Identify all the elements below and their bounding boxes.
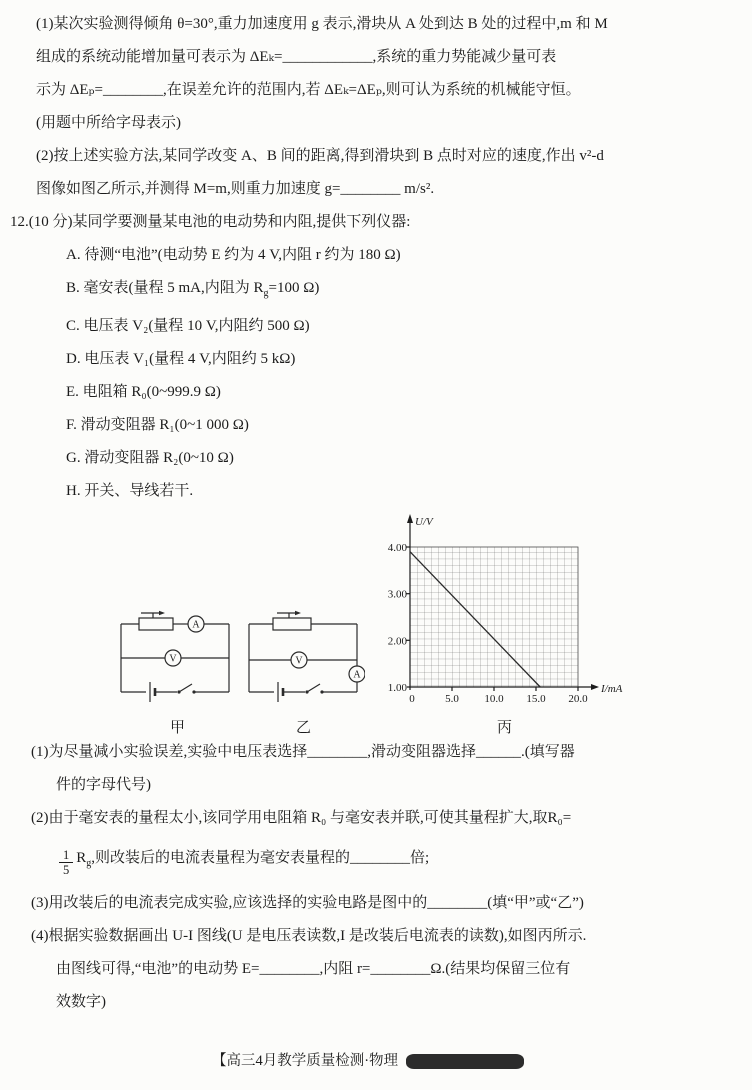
subscript-g: g (263, 288, 269, 299)
sub-question-line: (2)由于毫安表的量程太小,该同学用电阻箱 R₀ 与毫安表并联,可使其量程扩大,取R₀= (31, 810, 572, 826)
switch-contact (320, 690, 323, 693)
x-axis-arrow (591, 684, 599, 690)
question-line: (1)某次实验测得倾角 θ=30°,重力加速度用 g 表示,滑块从 A 处到达 B 处的过程中,m 和 M (36, 16, 608, 32)
equipment-item-g: G. 滑动变阻器 R₂(0~10 Ω) (66, 450, 234, 466)
y-axis-arrow (407, 514, 413, 523)
y-tick-label: 4.00 (387, 542, 407, 554)
fraction-one-fifth: $\frac{1}{5}$ (59, 849, 73, 877)
switch-pivot (305, 690, 308, 693)
equipment-item-f: F. 滑动变阻器 R₁(0~1 000 Ω) (66, 417, 249, 433)
figure-row (10, 508, 726, 736)
circuit-diagram-yi (243, 608, 365, 710)
figure-label-bing: 丙 (497, 720, 513, 736)
rheostat-symbol (139, 618, 173, 630)
equipment-item-c: C. 电压表 V₂(量程 10 V,内阻约 500 Ω) (66, 318, 310, 334)
y-tick-label: 1.00 (387, 682, 407, 694)
question-line: (2)按上述实验方法,某同学改变 A、B 间的距离,得到滑块到 B 点时对应的速度,作出 v²-d (36, 148, 604, 164)
sub-question-line: (4)根据实验数据画出 U-I 图线(U 是电压表读数,I 是改装后电流表的读数),如图丙所示. (31, 928, 587, 944)
question-line: (用题中所给字母表示) (36, 115, 181, 131)
equipment-item-a: A. 待测“电池”(电动势 E 约为 4 V,内阻 r 约为 180 Ω) (66, 247, 401, 263)
x-tick-label: 10.0 (484, 693, 504, 705)
x-tick-label: 15.0 (526, 693, 546, 705)
sub-question-line: 效数字) (56, 994, 106, 1010)
y-tick-label: 2.00 (387, 635, 407, 648)
x-tick-label: 20.0 (568, 693, 588, 705)
slider-arrow (159, 611, 165, 615)
question-line: 图像如图乙所示,并测得 M=m,则重力加速度 g=________ m/s². (36, 181, 435, 197)
y-tick-label: 3.00 (387, 588, 407, 601)
x-tick-label: 0 (409, 693, 415, 705)
circuit-diagram-jia (115, 608, 235, 710)
switch-pivot (177, 690, 180, 693)
y-axis-title: U/V (415, 516, 433, 528)
figure-label-jia: 甲 (170, 720, 186, 736)
rheostat-symbol (273, 618, 311, 630)
sub-question-line: 由图线可得,“电池”的电动势 E=________,内阻 r=________Ω.(结果均保留三位有 (56, 961, 571, 977)
switch-blade (307, 684, 320, 692)
sub-question-line: 件的字母代号) (56, 777, 151, 793)
sub-question-line: (1)为尽量减小实验误差,实验中电压表选择________,滑动变阻器选择______.(填写器 (31, 744, 575, 760)
slider-arrow (295, 611, 301, 615)
scan-artifact (406, 1054, 524, 1069)
question-line: 组成的系统动能增加量可表示为 ΔEₖ=____________,系统的重力势能减少量可表 (36, 49, 557, 65)
graph-grid (410, 547, 578, 687)
ammeter-label: A (192, 619, 200, 631)
sub-question-line: (3)用改装后的电流表完成实验,应该选择的实验电路是图中的________(填“甲”或“乙”) (31, 895, 584, 911)
ui-graph (382, 512, 632, 712)
sub-question-line: $\frac{1}{5}$ $R_g$,则改装后的电流表量程为毫安表量程的________倍; (56, 835, 726, 887)
equipment-item-b: B. 毫安表(量程 5 mA,内阻为 $R_g=100$ Ω) (66, 280, 320, 299)
equipment-item-d: D. 电压表 V₁(量程 4 V,内阻约 5 kΩ) (66, 351, 296, 367)
figure-label-yi: 乙 (296, 720, 312, 736)
equipment-item-e: E. 电阻箱 R₀(0~999.9 Ω) (66, 384, 221, 400)
voltmeter-label: V (169, 653, 177, 665)
equipment-item-h: H. 开关、导线若干. (66, 483, 194, 499)
footer-text: 【高三4月教学质量检测·物理 (211, 1053, 399, 1069)
subscript-g: g (86, 858, 92, 869)
x-tick-label: 5.0 (445, 693, 459, 705)
question-line: 示为 ΔEₚ=________,在误差允许的范围内,若 ΔEₖ=ΔEₚ,则可认为系统的机械能守恒。 (36, 82, 581, 98)
question-12-heading: 12.(10 分)某同学要测量某电池的电动势和内阻,提供下列仪器: (10, 214, 411, 230)
switch-blade (179, 684, 192, 692)
switch-contact (192, 690, 195, 693)
page-footer (10, 1049, 726, 1070)
ammeter-label: A (353, 669, 361, 681)
voltmeter-label: V (295, 655, 303, 667)
x-axis-title: I/mA (601, 683, 623, 695)
